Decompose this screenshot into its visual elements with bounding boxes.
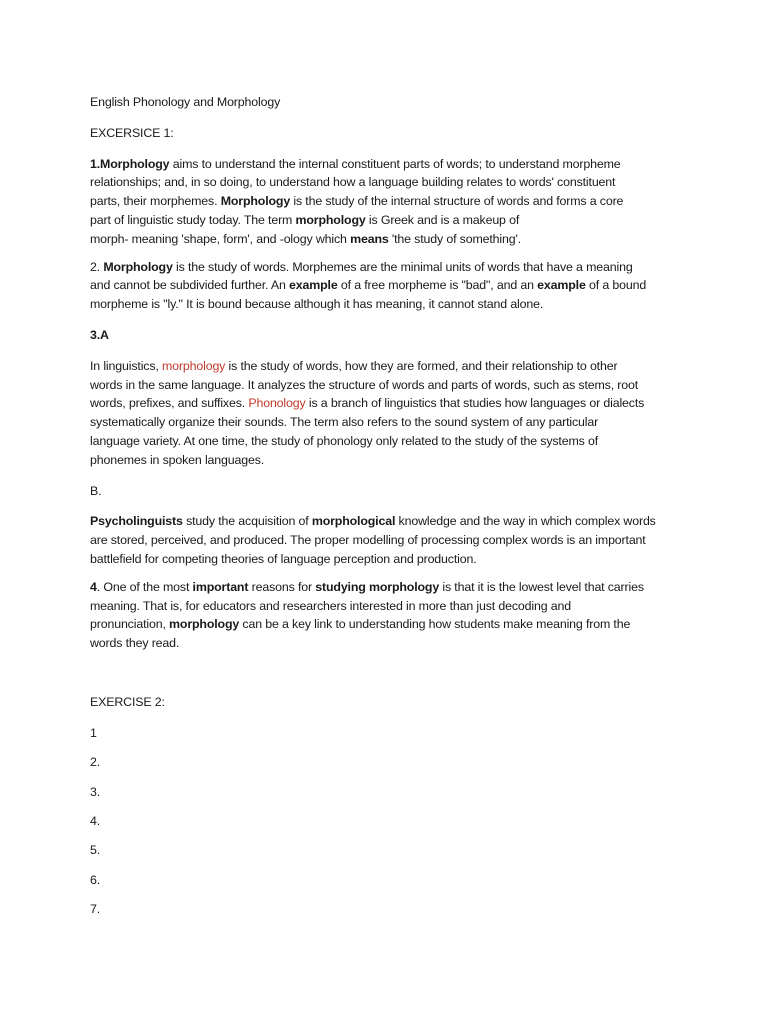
paragraph-line bbox=[90, 432, 690, 451]
exercise-1-answer-3b-label: B. bbox=[90, 483, 102, 498]
exercise-2-heading: EXERCISE 2: bbox=[90, 694, 165, 709]
paragraph-line bbox=[90, 258, 690, 277]
bold-term: example bbox=[537, 278, 586, 293]
bold-term: Morphology bbox=[103, 259, 173, 274]
text-run: . One of the most bbox=[96, 579, 193, 594]
paragraph-line bbox=[90, 597, 690, 616]
bold-term: means bbox=[350, 231, 389, 246]
bold-term: studying morphology bbox=[315, 579, 440, 594]
text-run: phonemes in spoken languages. bbox=[90, 452, 265, 467]
exercise-1-answer-2 bbox=[90, 258, 690, 314]
exercise-2-item: 5. bbox=[90, 843, 101, 858]
text-run: battlefield for competing theories of language perception and production. bbox=[90, 551, 477, 566]
text-run: study the acquisition of bbox=[182, 514, 312, 529]
text-run: is the study of words. Morphemes are the minimal units of words that have a meaning bbox=[172, 259, 633, 274]
text-run: relationships; and, in so doing, to understand how a language building relates to words' constituent bbox=[90, 175, 616, 190]
exercise-1-answer-3b bbox=[90, 512, 690, 568]
text-run: of a bound bbox=[585, 278, 647, 293]
paragraph-line bbox=[90, 376, 690, 395]
text-run: 'the study of something'. bbox=[388, 231, 521, 246]
bold-term: example bbox=[289, 278, 338, 293]
bold-term: important bbox=[192, 579, 249, 594]
document-title: English Phonology and Morphology bbox=[90, 95, 281, 109]
paragraph-line bbox=[90, 155, 690, 174]
paragraph-line bbox=[90, 276, 690, 295]
paragraph-line bbox=[90, 615, 690, 634]
paragraph-line bbox=[90, 451, 690, 470]
paragraph-line bbox=[90, 211, 690, 230]
text-run: words in the same language. It analyzes the structure of words and parts of words, such as stems, root bbox=[90, 377, 639, 392]
exercise-2-list bbox=[90, 724, 690, 919]
exercise-2-item: 6. bbox=[90, 872, 101, 887]
text-run: is Greek and is a makeup of bbox=[365, 212, 520, 227]
text-run: morpheme is "ly." It is bound because although it has meaning, it cannot stand alone. bbox=[90, 297, 544, 312]
text-run: morph- meaning 'shape, form', and -ology which bbox=[90, 231, 351, 246]
text-run: pronunciation, bbox=[90, 617, 170, 632]
paragraph-line bbox=[90, 550, 690, 569]
bold-term: 1.Morphology bbox=[90, 156, 170, 171]
text-run: knowledge and the way in which complex words bbox=[395, 514, 656, 529]
text-run: In linguistics, bbox=[90, 358, 162, 373]
text-run: systematically organize their sounds. The term also refers to the sound system of any particular bbox=[90, 415, 599, 430]
text-run: and cannot be subdivided further. An bbox=[90, 278, 290, 293]
text-run: 2. bbox=[90, 259, 104, 274]
text-run: words, prefixes, and suffixes. bbox=[90, 396, 249, 411]
exercise-1-answer-1 bbox=[90, 155, 690, 249]
paragraph-line bbox=[90, 192, 690, 211]
exercise-2-item: 2. bbox=[90, 755, 101, 770]
text-run: is the study of words, how they are formed, and their relationship to other bbox=[225, 358, 618, 373]
paragraph-line bbox=[90, 357, 690, 376]
bold-term: morphology bbox=[169, 617, 240, 632]
text-run: reasons for bbox=[248, 579, 316, 594]
exercise-2-item: 3. bbox=[90, 784, 101, 799]
exercise-1-heading: EXCERSICE 1: bbox=[90, 125, 174, 140]
text-run: aims to understand the internal constituent parts of words; to understand morpheme bbox=[169, 156, 621, 171]
highlighted-term: morphology bbox=[161, 358, 226, 373]
bold-term: Psycholinguists bbox=[90, 514, 183, 529]
text-run: is a branch of linguistics that studies how languages or dialects bbox=[305, 396, 645, 411]
exercise-1-answer-4 bbox=[90, 578, 690, 653]
bold-term: morphological bbox=[311, 514, 396, 529]
text-run: can be a key link to understanding how students make meaning from the bbox=[239, 617, 631, 632]
paragraph-line bbox=[90, 578, 690, 597]
bold-term: 4 bbox=[90, 579, 97, 594]
paragraph-line bbox=[90, 230, 690, 249]
exercise-1-answer-3a-label: 3.A bbox=[90, 327, 109, 342]
paragraph-line bbox=[90, 394, 690, 413]
paragraph-line bbox=[90, 512, 690, 531]
text-run: words they read. bbox=[90, 636, 180, 651]
exercise-2-item: 1 bbox=[90, 725, 97, 740]
text-run: is that it is the lowest level that carries bbox=[439, 579, 644, 594]
text-run: are stored, perceived, and produced. The proper modelling of processing complex words is an important bbox=[90, 533, 646, 548]
exercise-1-answer-3a bbox=[90, 357, 690, 470]
highlighted-term: Phonology bbox=[248, 396, 306, 411]
document-page bbox=[90, 93, 690, 929]
paragraph-line bbox=[90, 531, 690, 550]
text-run: is the study of the internal structure of words and forms a core bbox=[290, 194, 624, 209]
bold-term: Morphology bbox=[220, 194, 291, 209]
paragraph-line bbox=[90, 413, 690, 432]
text-run: language variety. At one time, the study of phonology only related to the study of the systems of bbox=[90, 433, 599, 448]
paragraph-line bbox=[90, 634, 690, 653]
paragraph-line bbox=[90, 173, 690, 192]
paragraph-line bbox=[90, 295, 690, 314]
text-run: parts, their morphemes. bbox=[90, 194, 221, 209]
bold-term: morphology bbox=[295, 212, 366, 227]
text-run: meaning. That is, for educators and researchers interested in more than just decoding and bbox=[90, 598, 571, 613]
text-run: of a free morpheme is "bad", and an bbox=[337, 278, 538, 293]
exercise-2-item: 7. bbox=[90, 902, 101, 917]
exercise-2-item: 4. bbox=[90, 813, 101, 828]
text-run: part of linguistic study today. The term bbox=[90, 212, 296, 227]
